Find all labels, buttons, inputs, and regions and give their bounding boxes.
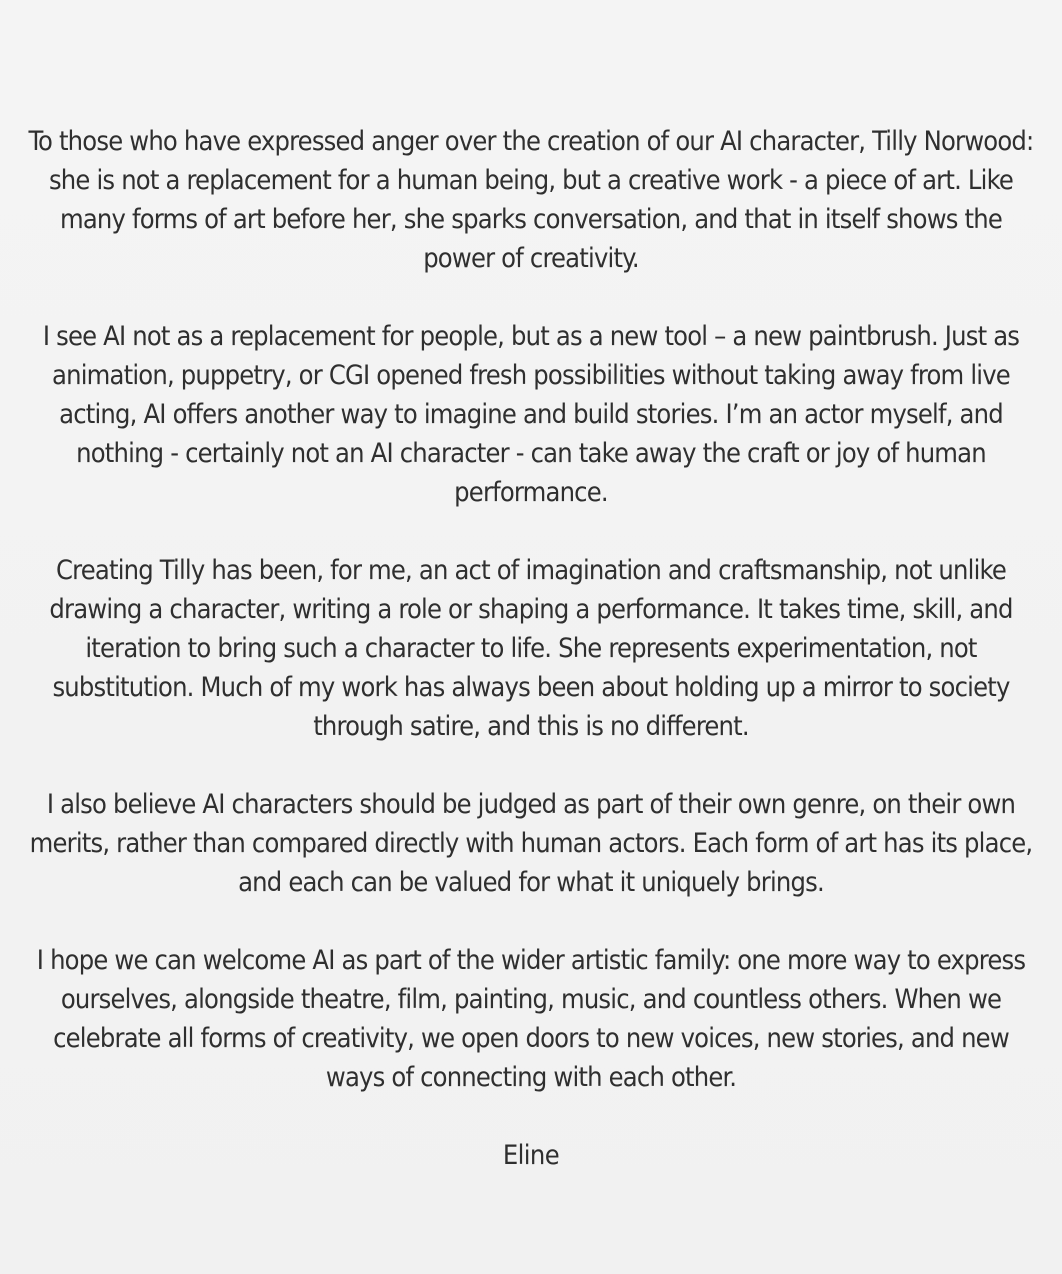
statement-body (0, 122, 1062, 1175)
statement-paragraph-5: I hope we can welcome AI as part of the wider artistic family: one more way to express ourselves, alongside theatre, film, painting, music, and countless others. When we celebrate all forms of creativity, we open doors to new voices, new stories, and new ways of connecting with each other. (36, 945, 1026, 1093)
statement-paragraph-2: I see AI not as a replacement for people, but as a new tool – a new paintbrush. Just as animation, puppetry, or CGI opened fresh possibilities without taking away from live acting, AI offers another way to imagine and build stories. I’m an actor myself, and nothing - certainly not an AI character - can take away the craft or joy of human performance. (42, 321, 1020, 508)
statement-paragraph-3: Creating Tilly has been, for me, an act of imagination and craftsmanship, not unlike drawing a character, writing a role or shaping a performance. It takes time, skill, and iteration to bring such a character to life. She represents experimentation, not substitution. Much of my work has always been about holding up a mirror to society through satire, and this is no different. (49, 555, 1013, 742)
statement-paragraph-1: To those who have expressed anger over the creation of our AI character, Tilly Norwood: she is not a replacement for a human being, but a creative work - a piece of art. Like many forms of art before her, she sparks conversation, and that in itself shows the power of creativity. (28, 126, 1034, 274)
signature: Eline (502, 1140, 560, 1171)
statement-paragraph-4: I also believe AI characters should be judged as part of their own genre, on their own merits, rather than compared directly with human actors. Each form of art has its place, and each can be valued for what it uniquely brings. (29, 789, 1033, 898)
